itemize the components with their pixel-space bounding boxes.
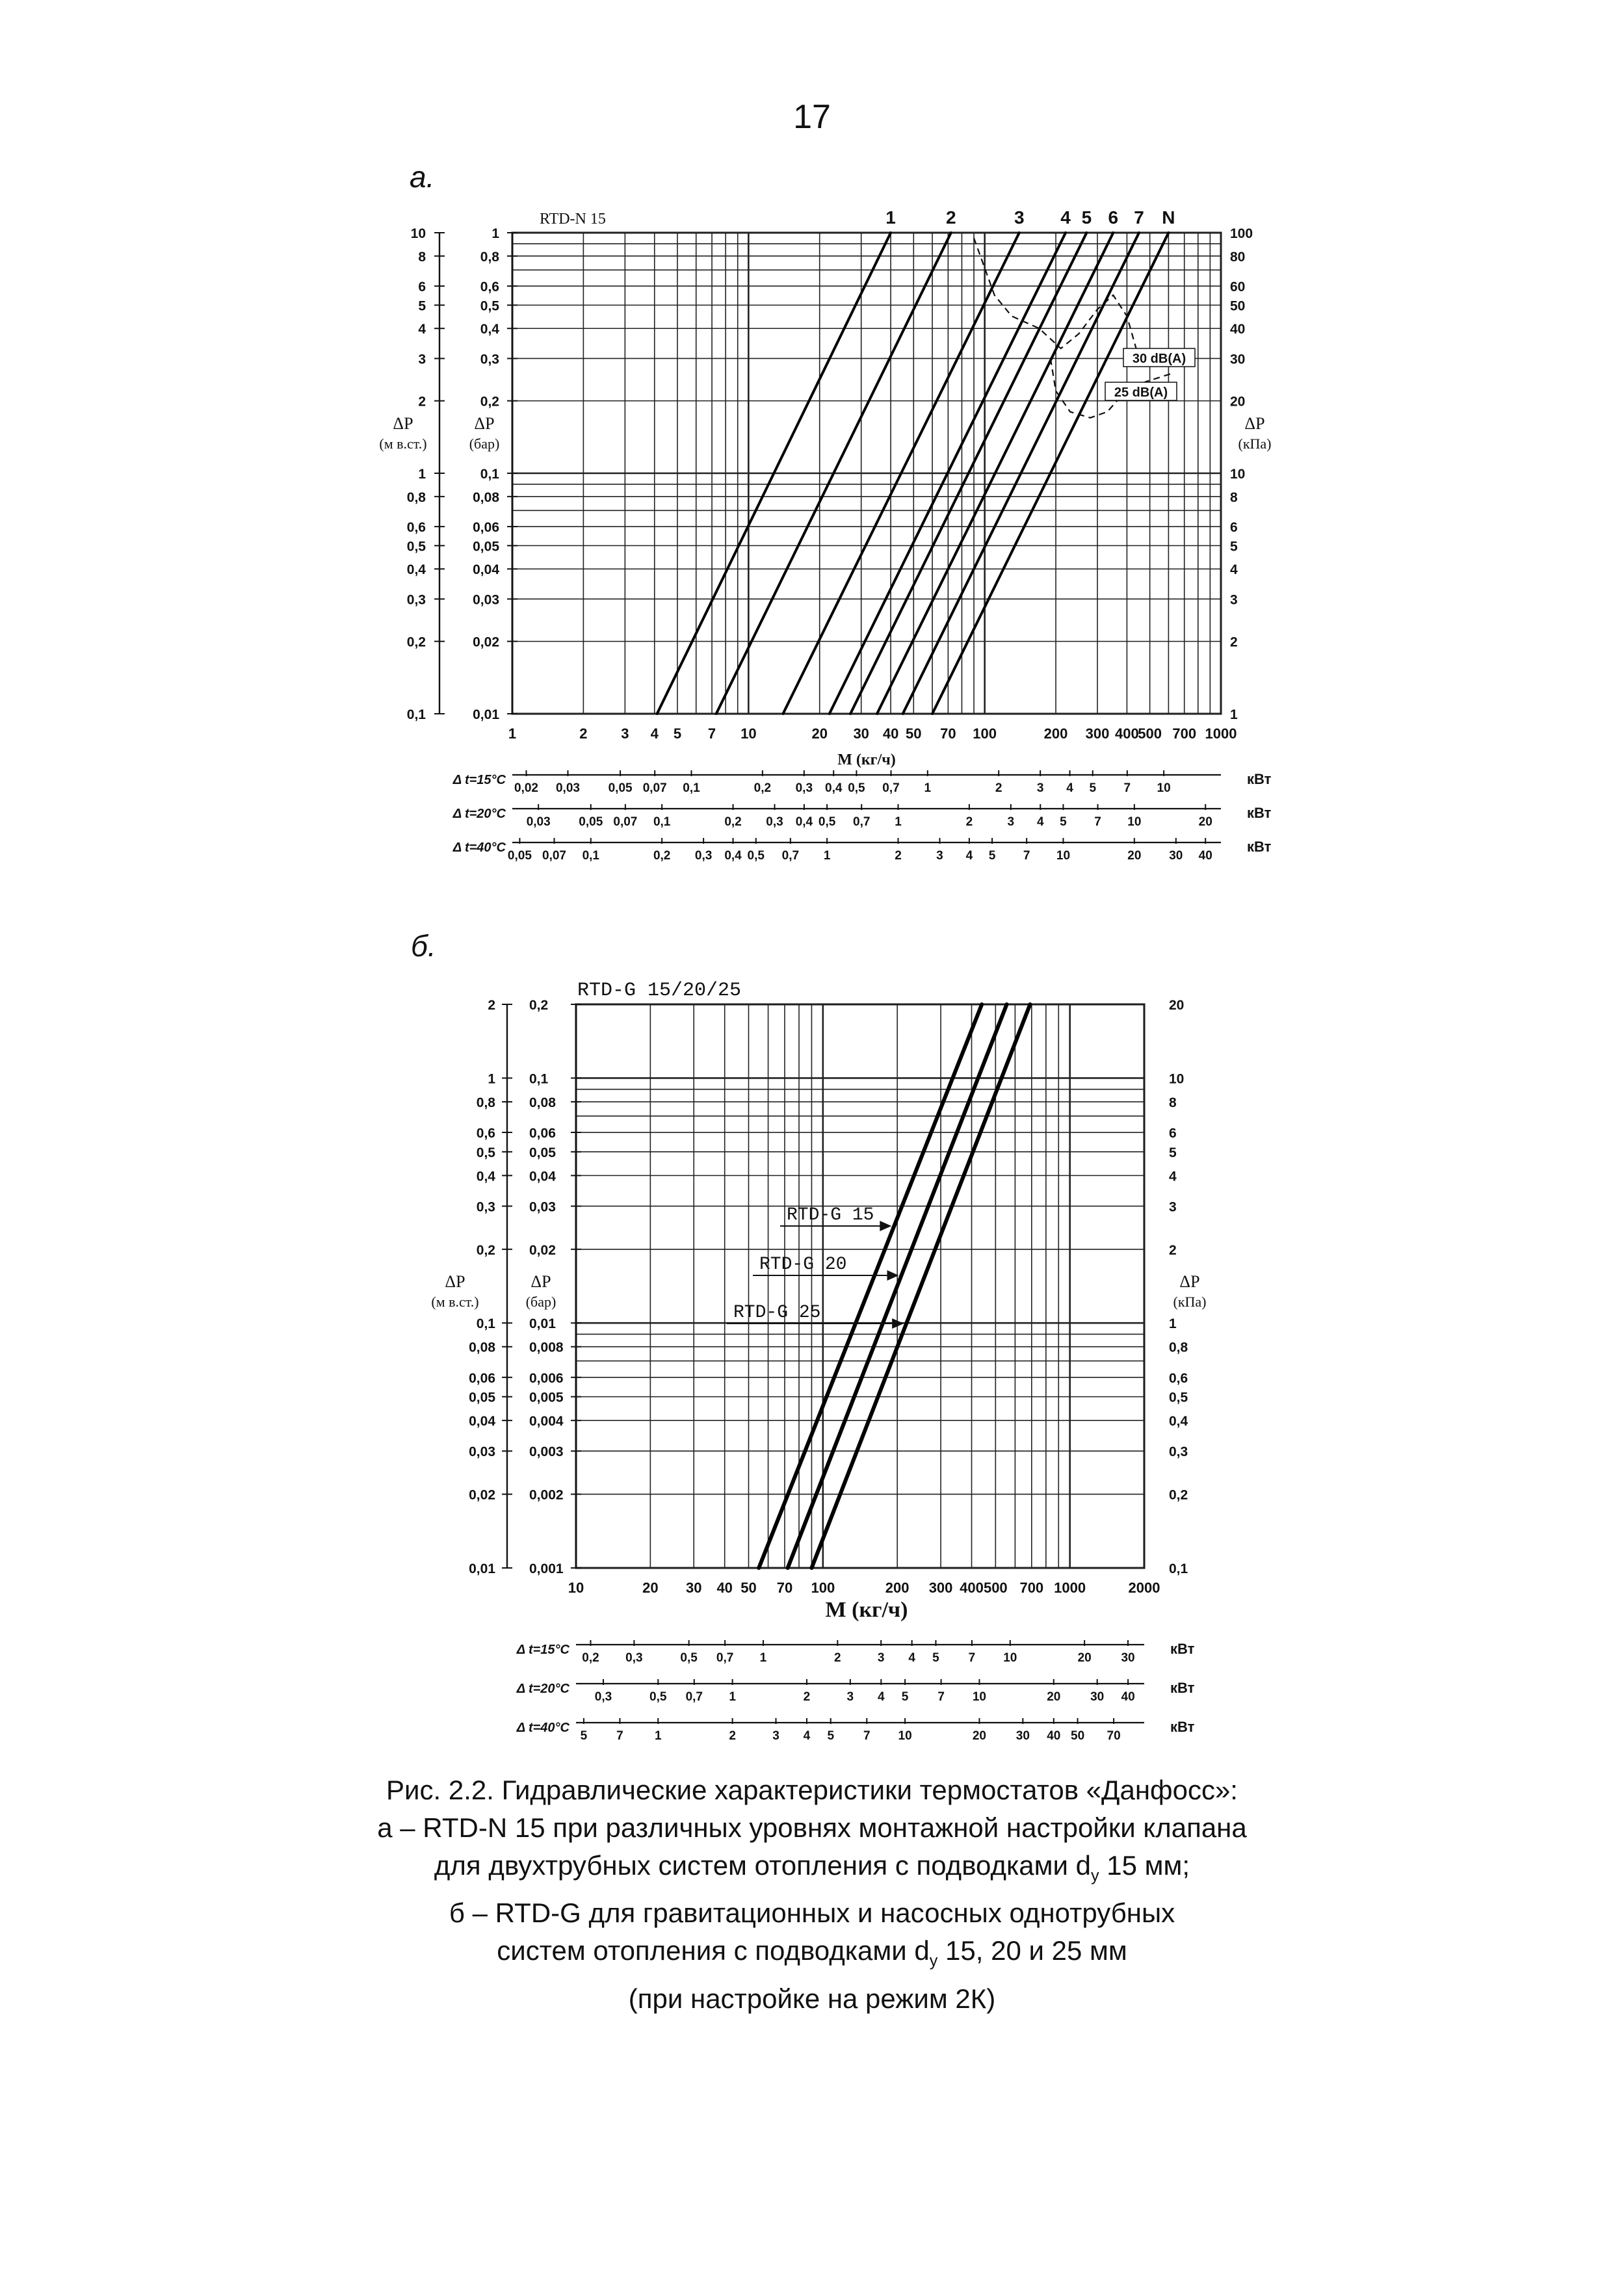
x-tick-label: 1000 [1054, 1580, 1086, 1596]
power-scale-unit: кВт [1247, 805, 1272, 821]
y-tick-label: 0,008 [529, 1340, 564, 1355]
y-tick-label: 0,3 [480, 352, 499, 367]
y-tick-label: 0,01 [529, 1316, 556, 1332]
power-scale-tick-label: 0,7 [716, 1651, 734, 1665]
x-tick-label: 100 [811, 1580, 835, 1596]
series-leader-arrow [880, 1221, 891, 1231]
power-scale-label: Δ t=15°C [452, 773, 506, 787]
power-scale-tick-label: 0,7 [685, 1690, 703, 1704]
y-tick-label: 0,01 [469, 1561, 495, 1576]
power-scale-tick-label: 0,03 [526, 815, 551, 829]
y-tick-label: 0,6 [476, 1126, 495, 1142]
x-tick-label: 1 [508, 725, 517, 742]
power-scale-tick-label: 5 [1060, 815, 1067, 829]
power-scale-tick-label: 5 [580, 1729, 588, 1743]
panel-b-label: б. [411, 929, 436, 963]
y-tick-label: 3 [1169, 1199, 1177, 1215]
power-scale-tick-label: 1 [654, 1729, 662, 1743]
power-scale-tick-label: 2 [965, 815, 973, 829]
page-number: 17 [793, 98, 831, 136]
x-tick-label: 20 [642, 1580, 659, 1596]
power-scale-tick-label: 40 [1121, 1690, 1135, 1704]
y-tick-label: 0,5 [476, 1145, 495, 1160]
power-scale-tick-label: 4 [803, 1729, 811, 1743]
power-scale-tick-label: 0,1 [653, 815, 671, 829]
x-tick-label: 500 [1138, 725, 1162, 742]
power-scale-tick-label: 0,5 [680, 1651, 698, 1665]
y-tick-label: 80 [1230, 249, 1246, 265]
series-label: RTD-G 25 [733, 1303, 821, 1323]
power-scale-tick-label: 20 [1198, 815, 1212, 829]
y-tick-label: 0,8 [480, 249, 499, 265]
caption-line-5: систем отопления с подводками $d_у$ 15, 20 и 25 мм [497, 1935, 1127, 1970]
power-scale-tick-label: 5 [827, 1729, 835, 1743]
y-tick-label: 0,1 [480, 467, 499, 482]
y-tick-label: 2 [418, 394, 426, 410]
power-scale-tick-label: 30 [1121, 1651, 1135, 1665]
power-scale-tick-label: 0,2 [753, 781, 772, 795]
power-scale-tick-label: 7 [616, 1729, 623, 1743]
y-tick-label: 0,05 [529, 1145, 556, 1160]
x-tick-label: 1000 [1205, 725, 1237, 742]
y-tick-label: 20 [1230, 394, 1246, 410]
power-scale-unit: кВт [1170, 1641, 1195, 1657]
y-tick-label: 40 [1230, 322, 1246, 337]
figure-caption [0, 1771, 1624, 2018]
y-tick-label: 0,4 [480, 322, 499, 337]
y-tick-label: 0,06 [469, 1370, 495, 1386]
x-tick-label: 10 [740, 725, 757, 742]
x-axis-label: M (кг/ч) [825, 1598, 908, 1622]
power-scale-tick-label: 2 [803, 1690, 811, 1704]
y-tick-label: 1 [488, 1071, 495, 1087]
y-tick-label: 5 [1169, 1145, 1177, 1160]
y-axis-unit: (кПа) [1238, 436, 1272, 452]
x-tick-label: 30 [685, 1580, 702, 1596]
power-scale-tick-label: 5 [1089, 781, 1097, 795]
power-scale-tick-label: 10 [972, 1690, 987, 1704]
chart-title: RTD-N 15 [540, 211, 606, 228]
x-tick-label: 50 [740, 1580, 757, 1596]
y-tick-label: 2 [1230, 634, 1238, 650]
power-scale-tick-label: 5 [901, 1690, 909, 1704]
power-scale-tick-label: 10 [898, 1729, 912, 1743]
y-tick-label: 0,02 [473, 634, 499, 650]
series-label: 1 [885, 207, 896, 228]
power-scale-tick-label: 3 [1036, 781, 1044, 795]
power-scale-tick-label: 0,3 [625, 1651, 643, 1665]
x-tick-label: 200 [1043, 725, 1068, 742]
power-scale-tick-label: 1 [823, 849, 831, 863]
power-scale-tick-label: 5 [988, 849, 996, 863]
power-scale-tick-label: 0,2 [724, 815, 742, 829]
y-axis-title: ΔP [1244, 414, 1265, 433]
y-axis-unit: (кПа) [1173, 1294, 1207, 1310]
series-label: 4 [1060, 207, 1071, 228]
x-tick-label: 400 [960, 1580, 984, 1596]
noise-label: 25 dB(A) [1114, 385, 1168, 400]
series-label: 7 [1134, 207, 1144, 228]
y-tick-label: 0,003 [529, 1444, 564, 1460]
y-tick-label: 4 [1169, 1169, 1177, 1184]
y-axis-title: ΔP [393, 414, 413, 433]
power-scale-tick-label: 40 [1047, 1729, 1061, 1743]
y-tick-label: 1 [1169, 1316, 1177, 1332]
y-tick-label: 60 [1230, 280, 1246, 295]
power-scale-tick-label: 1 [924, 781, 932, 795]
power-scale-tick-label: 0,03 [555, 781, 580, 795]
power-scale-label: Δ t=20°C [516, 1682, 570, 1696]
power-scale-tick-label: 0,3 [694, 849, 713, 863]
chart-title: RTD-G 15/20/25 [577, 980, 742, 1002]
caption-line-3: для двухтрубных систем отопления с подводками $d_у$ 15 мм; [434, 1850, 1190, 1885]
power-scale-tick-label: 2 [729, 1729, 736, 1743]
power-scale-tick-label: 0,07 [642, 781, 667, 795]
x-tick-label: 5 [673, 725, 682, 742]
y-tick-label: 0,01 [473, 707, 499, 722]
power-scale-tick-label: 1 [895, 815, 902, 829]
power-scale-tick-label: 7 [1023, 849, 1030, 863]
series-label: 5 [1081, 207, 1092, 228]
power-scale-tick-label: 2 [895, 849, 902, 863]
power-scale-tick-label: 20 [1047, 1690, 1061, 1704]
y-tick-label: 10 [1169, 1071, 1185, 1087]
y-tick-label: 8 [418, 249, 426, 265]
caption-line-2: а – RTD-N 15 при различных уровнях монтажной настройки клапана [377, 1812, 1247, 1843]
power-scale-tick-label: 3 [936, 849, 943, 863]
y-tick-label: 2 [488, 998, 495, 1013]
y-tick-label: 1 [418, 467, 426, 482]
y-tick-label: 0,001 [529, 1561, 564, 1576]
y-tick-label: 0,4 [406, 562, 426, 578]
y-tick-label: 0,08 [469, 1340, 495, 1355]
series-label: N [1162, 207, 1175, 228]
y-axis-unit: (м в.ст.) [431, 1294, 479, 1310]
power-scale-tick-label: 0,5 [747, 849, 765, 863]
power-scale-unit: кВт [1170, 1680, 1195, 1696]
power-scale-tick-label: 1 [759, 1651, 767, 1665]
y-tick-label: 0,03 [529, 1199, 556, 1215]
power-scale-tick-label: 3 [877, 1651, 885, 1665]
y-tick-label: 0,5 [480, 298, 499, 314]
x-tick-label: 30 [853, 725, 869, 742]
power-scale-tick-label: 4 [1066, 781, 1073, 795]
y-tick-label: 1 [1230, 707, 1238, 722]
power-scale-tick-label: 4 [878, 1690, 885, 1704]
power-scale-label: Δ t=15°C [516, 1643, 570, 1657]
y-axis-title: ΔP [445, 1272, 465, 1291]
y-tick-label: 10 [1230, 467, 1246, 482]
x-tick-label: 70 [776, 1580, 793, 1596]
y-tick-label: 0,02 [529, 1242, 556, 1258]
y-tick-label: 0,04 [529, 1169, 556, 1184]
noise-label: 30 dB(A) [1132, 352, 1186, 366]
power-scale-tick-label: 10 [1157, 781, 1171, 795]
y-tick-label: 8 [1230, 489, 1238, 505]
y-tick-label: 30 [1230, 352, 1246, 367]
y-tick-label: 0,006 [529, 1370, 564, 1386]
y-tick-label: 0,1 [406, 707, 426, 722]
y-tick-label: 10 [410, 226, 426, 241]
power-scale-tick-label: 3 [1007, 815, 1015, 829]
x-tick-label: 700 [1019, 1580, 1044, 1596]
x-tick-label: 40 [882, 725, 899, 742]
series-label: RTD-G 20 [759, 1255, 847, 1275]
power-scale-tick-label: 0,5 [848, 781, 865, 795]
power-scale-unit: кВт [1247, 839, 1272, 855]
power-scale-label: Δ t=40°C [452, 841, 506, 855]
series-label: RTD-G 15 [787, 1205, 874, 1225]
power-scale-tick-label: 0,3 [766, 815, 783, 829]
x-axis-label: M (кг/ч) [837, 751, 896, 768]
power-scale-tick-label: 0,3 [594, 1690, 612, 1704]
y-tick-label: 0,2 [529, 998, 549, 1013]
y-tick-label: 5 [1230, 539, 1238, 554]
y-tick-label: 0,5 [1169, 1390, 1188, 1405]
y-tick-label: 100 [1230, 226, 1253, 241]
y-axis-title: ΔP [530, 1272, 551, 1291]
power-scale-tick-label: 0,2 [653, 849, 671, 863]
y-tick-label: 0,04 [469, 1414, 495, 1429]
y-axis-title: ΔP [1179, 1272, 1200, 1291]
y-tick-label: 0,5 [406, 539, 426, 554]
y-tick-label: 0,08 [529, 1095, 556, 1110]
power-scale-tick-label: 0,5 [818, 815, 836, 829]
power-scale-tick-label: 7 [968, 1651, 976, 1665]
y-axis-unit: (бар) [469, 436, 500, 452]
power-scale-tick-label: 3 [772, 1729, 779, 1743]
y-tick-label: 6 [418, 280, 426, 295]
y-tick-label: 0,2 [1169, 1487, 1188, 1503]
power-scale-tick-label: 10 [1056, 849, 1071, 863]
power-scale-tick-label: 2 [834, 1651, 841, 1665]
x-tick-label: 40 [716, 1580, 733, 1596]
series-label: 6 [1108, 207, 1119, 228]
y-tick-label: 0,002 [529, 1487, 564, 1503]
y-tick-label: 0,3 [476, 1199, 495, 1215]
power-scale-tick-label: 0,3 [795, 781, 813, 795]
caption-line-1: Рис. 2.2. Гидравлические характеристики термостатов «Данфосс»: [386, 1775, 1238, 1805]
y-tick-label: 0,04 [473, 562, 499, 578]
power-scale-tick-label: 2 [995, 781, 1002, 795]
y-tick-label: 4 [418, 322, 426, 337]
y-axis-unit: (м в.ст.) [379, 436, 427, 452]
power-scale-label: Δ t=20°C [452, 807, 506, 821]
y-tick-label: 0,2 [476, 1242, 495, 1258]
y-tick-label: 50 [1230, 298, 1246, 314]
y-tick-label: 6 [1169, 1126, 1177, 1142]
y-axis-title: ΔP [474, 414, 495, 433]
y-tick-label: 4 [1230, 562, 1238, 578]
power-scale-tick-label: 7 [937, 1690, 945, 1704]
power-scale-tick-label: 0,4 [825, 781, 843, 795]
y-tick-label: 0,3 [406, 592, 426, 608]
y-tick-label: 0,05 [473, 539, 499, 554]
power-scale-tick-label: 7 [1094, 815, 1101, 829]
x-tick-label: 7 [707, 725, 716, 742]
power-scale-tick-label: 0,05 [608, 781, 633, 795]
x-tick-label: 300 [1085, 725, 1110, 742]
power-scale-tick-label: 0,07 [613, 815, 638, 829]
power-scale-tick-label: 0,4 [724, 849, 742, 863]
y-tick-label: 8 [1169, 1095, 1177, 1110]
power-scale-tick-label: 70 [1107, 1729, 1121, 1743]
power-scale-tick-label: 0,7 [882, 781, 900, 795]
y-tick-label: 0,005 [529, 1390, 564, 1405]
power-scale-tick-label: 0,2 [582, 1651, 599, 1665]
power-scale-tick-label: 30 [1015, 1729, 1030, 1743]
x-tick-label: 10 [568, 1580, 584, 1596]
power-scale-tick-label: 30 [1090, 1690, 1105, 1704]
y-tick-label: 0,8 [476, 1095, 495, 1110]
x-tick-label: 3 [621, 725, 629, 742]
y-tick-label: 0,1 [529, 1071, 549, 1087]
y-tick-label: 0,4 [1169, 1414, 1188, 1429]
power-scale-label: Δ t=40°C [516, 1721, 570, 1735]
y-tick-label: 0,08 [473, 489, 499, 505]
y-tick-label: 0,6 [406, 520, 426, 536]
x-tick-label: 700 [1172, 725, 1197, 742]
power-scale-tick-label: 50 [1071, 1729, 1085, 1743]
y-tick-label: 0,004 [529, 1414, 564, 1429]
y-tick-label: 3 [1230, 592, 1238, 608]
power-scale-tick-label: 5 [932, 1651, 939, 1665]
power-scale-tick-label: 0,7 [853, 815, 871, 829]
x-tick-label: 4 [650, 725, 659, 742]
y-tick-label: 0,4 [476, 1169, 495, 1184]
y-tick-label: 0,1 [1169, 1561, 1188, 1576]
y-tick-label: 2 [1169, 1242, 1177, 1258]
power-scale-tick-label: 4 [908, 1651, 915, 1665]
x-tick-label: 50 [906, 725, 922, 742]
power-scale-tick-label: 0,1 [683, 781, 700, 795]
power-scale-tick-label: 0,4 [795, 815, 813, 829]
panel-a-label: а. [410, 160, 435, 194]
y-tick-label: 0,6 [480, 280, 499, 295]
x-tick-label: 20 [811, 725, 828, 742]
y-tick-label: 0,2 [406, 634, 426, 650]
power-scale-tick-label: 20 [1077, 1651, 1092, 1665]
y-tick-label: 0,6 [1169, 1370, 1188, 1386]
x-tick-label: 200 [885, 1580, 910, 1596]
power-scale-tick-label: 0,02 [514, 781, 538, 795]
y-tick-label: 0,03 [469, 1444, 495, 1460]
x-tick-label: 500 [983, 1580, 1008, 1596]
power-scale-tick-label: 10 [1003, 1651, 1017, 1665]
power-scale-tick-label: 3 [846, 1690, 854, 1704]
y-tick-label: 6 [1230, 520, 1238, 536]
caption-line-6: (при настройке на режим 2К) [628, 1983, 996, 2014]
power-scale-tick-label: 30 [1169, 849, 1183, 863]
x-tick-label: 400 [1115, 725, 1139, 742]
y-tick-label: 0,06 [529, 1126, 556, 1142]
y-tick-label: 5 [418, 298, 426, 314]
x-tick-label: 2 [579, 725, 588, 742]
power-scale-tick-label: 40 [1198, 849, 1212, 863]
y-tick-label: 0,8 [1169, 1340, 1188, 1355]
y-tick-label: 0,05 [469, 1390, 495, 1405]
series-label: 2 [946, 207, 956, 228]
power-scale-tick-label: 0,05 [507, 849, 532, 863]
power-scale-tick-label: 20 [972, 1729, 987, 1743]
power-scale-tick-label: 7 [1123, 781, 1131, 795]
x-tick-label: 70 [940, 725, 956, 742]
y-tick-label: 3 [418, 352, 426, 367]
power-scale-tick-label: 20 [1127, 849, 1142, 863]
power-scale-tick-label: 10 [1127, 815, 1142, 829]
power-scale-tick-label: 0,1 [582, 849, 599, 863]
y-tick-label: 0,3 [1169, 1444, 1188, 1460]
y-tick-label: 20 [1169, 998, 1185, 1013]
y-tick-label: 0,03 [473, 592, 499, 608]
x-tick-label: 2000 [1128, 1580, 1160, 1596]
series-leader-arrow [892, 1318, 904, 1329]
power-scale-unit: кВт [1170, 1719, 1195, 1735]
power-scale-tick-label: 0,07 [542, 849, 566, 863]
caption-line-4: б – RTD-G для гравитационных и насосных однотрубных [449, 1898, 1175, 1929]
y-tick-label: 0,1 [476, 1316, 495, 1332]
y-tick-label: 0,02 [469, 1487, 495, 1503]
y-axis-unit: (бар) [525, 1294, 557, 1310]
y-tick-label: 0,2 [480, 394, 499, 410]
power-scale-tick-label: 0,7 [781, 849, 800, 863]
power-scale-tick-label: 1 [729, 1690, 736, 1704]
power-scale-tick-label: 4 [1036, 815, 1044, 829]
y-tick-label: 1 [491, 226, 499, 241]
x-tick-label: 100 [973, 725, 997, 742]
power-scale-tick-label: 0,05 [579, 815, 603, 829]
power-scale-tick-label: 7 [863, 1729, 871, 1743]
power-scale-tick-label: 4 [965, 849, 973, 863]
power-scale-tick-label: 0,5 [649, 1690, 667, 1704]
power-scale-unit: кВт [1247, 771, 1272, 787]
series-label: 3 [1014, 207, 1025, 228]
x-tick-label: 300 [928, 1580, 953, 1596]
y-tick-label: 0,8 [406, 489, 426, 505]
y-tick-label: 0,06 [473, 520, 499, 536]
